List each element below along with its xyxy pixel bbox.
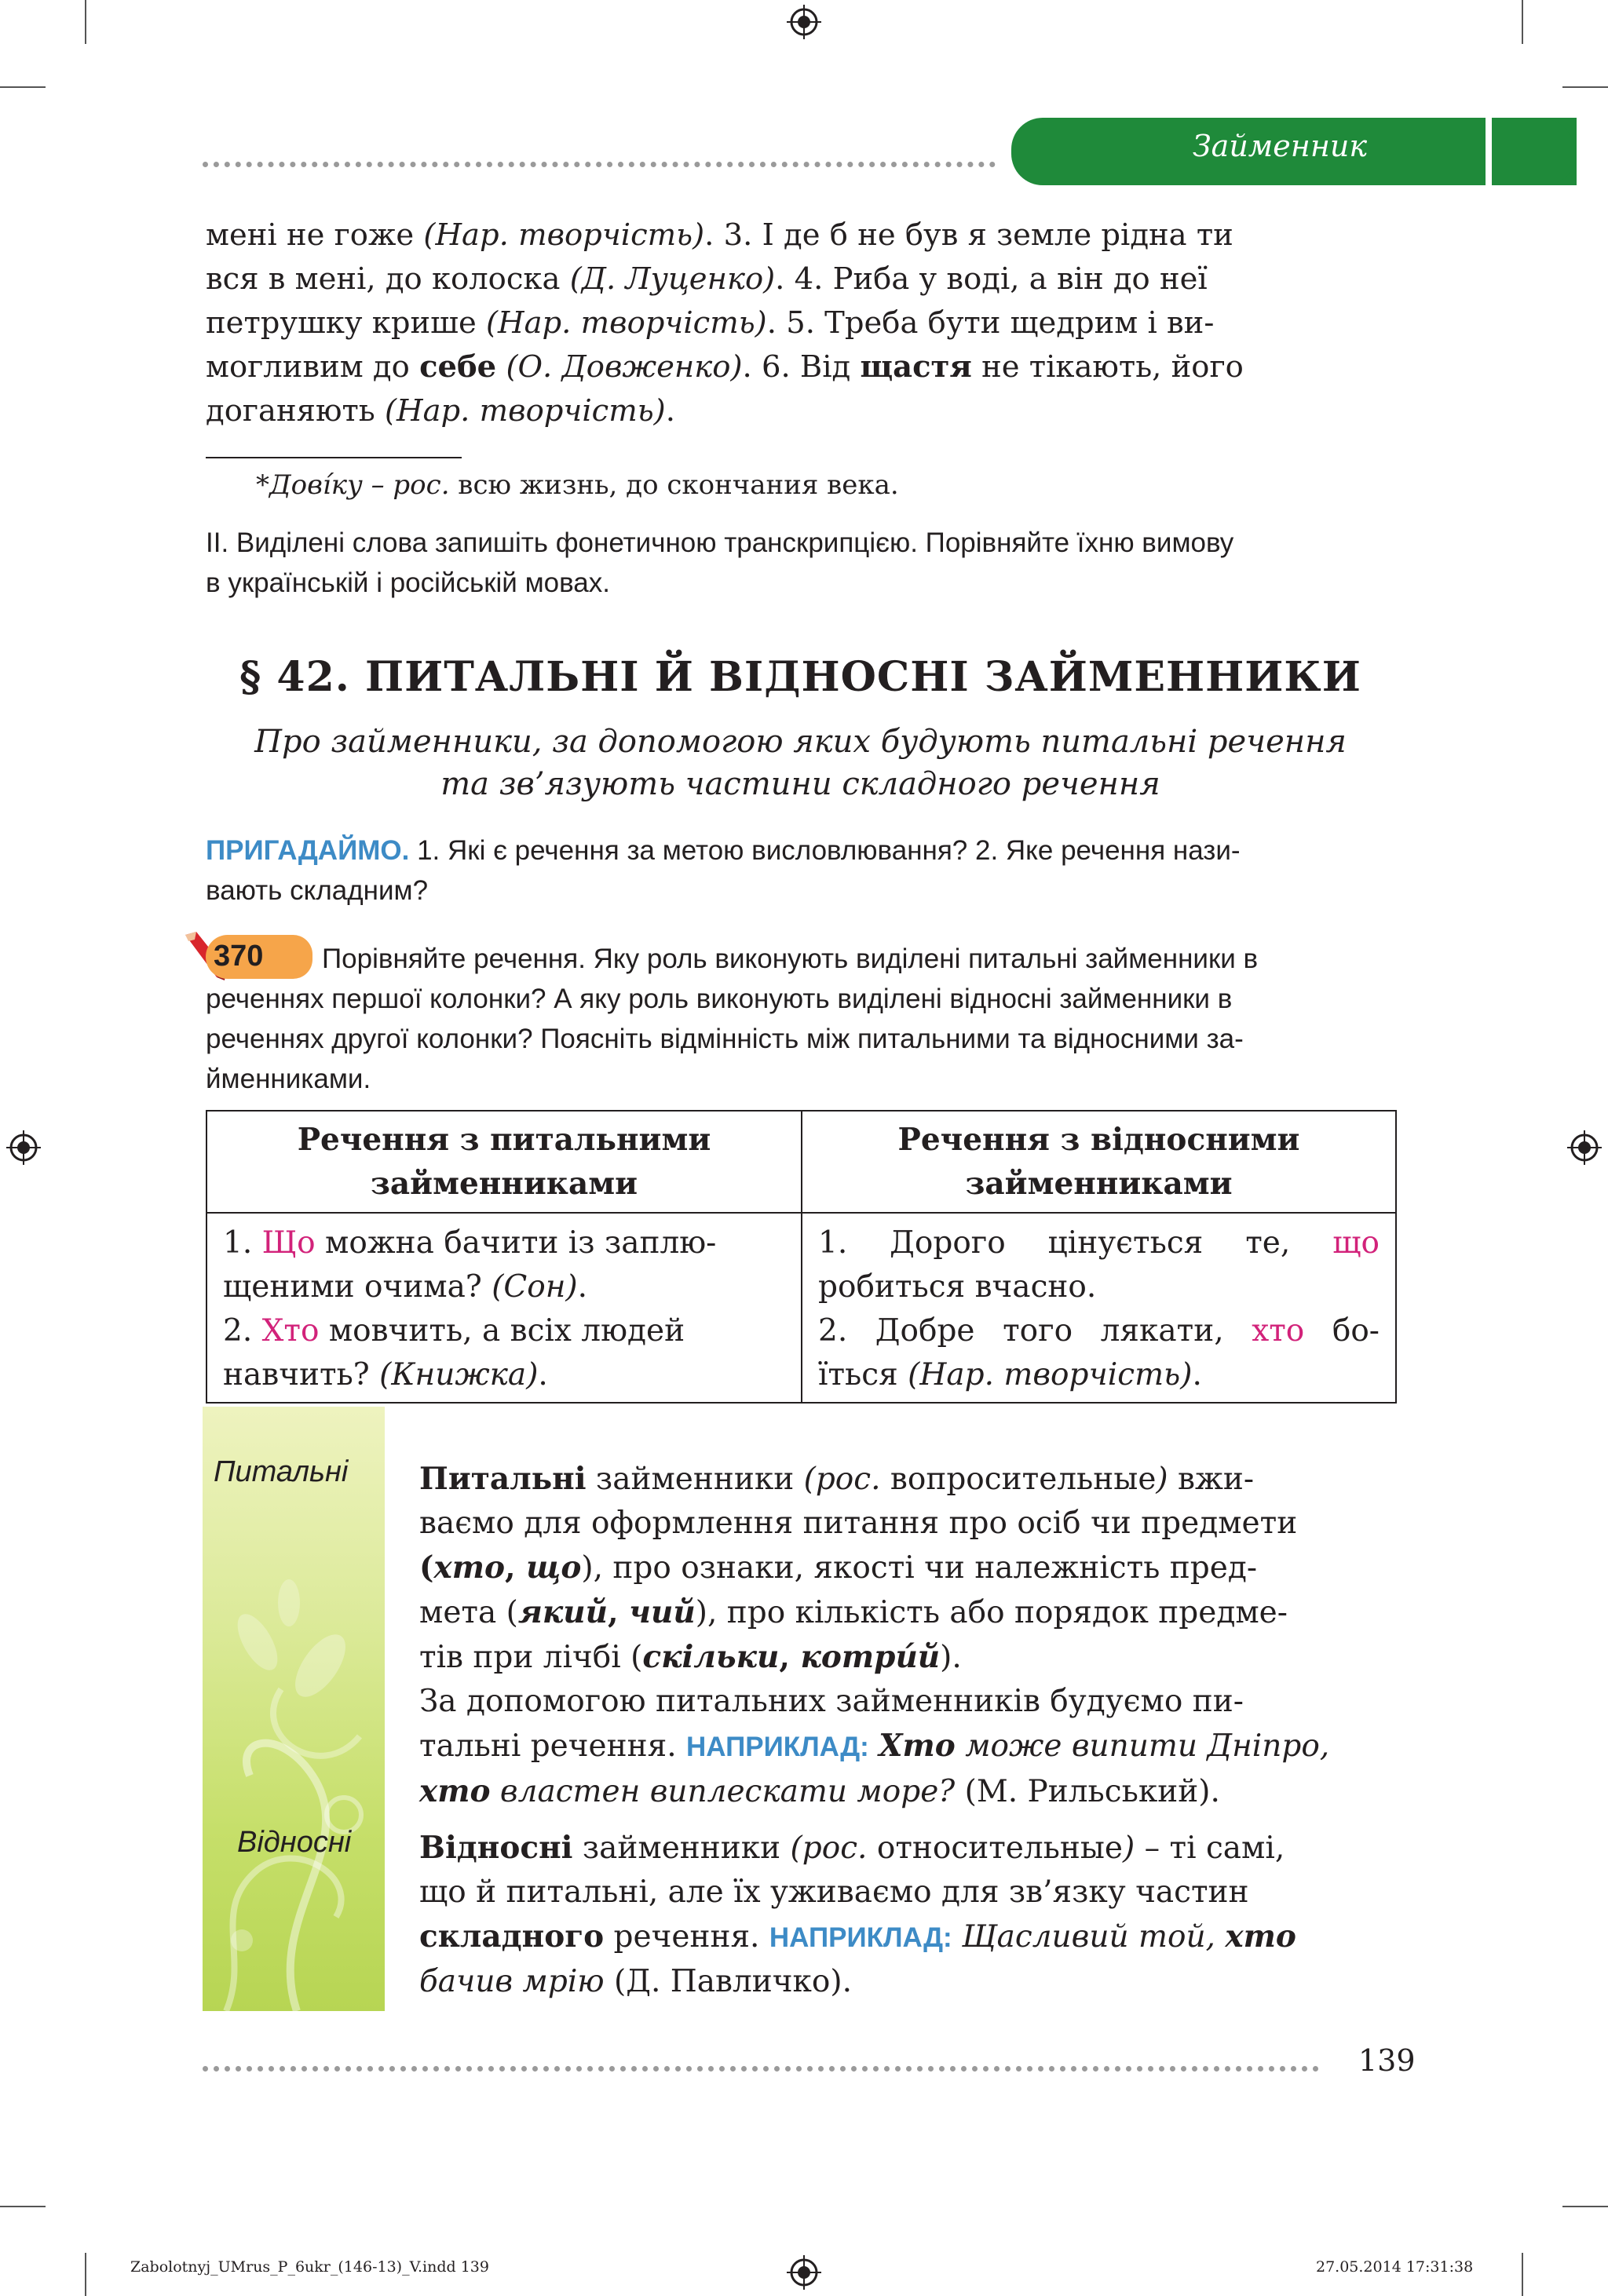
chapter-tab-divider xyxy=(1486,118,1492,185)
print-slug-date: 27.05.2014 17:31:38 xyxy=(1316,2258,1474,2276)
section-title: § 42. ПИТАЛЬНІ Й ВІДНОСНІ ЗАЙМЕННИКИ xyxy=(239,653,1361,701)
recall-label: ПРИГАДАЙМО. xyxy=(206,835,410,866)
example-label: НАПРИКЛАД: xyxy=(769,1922,952,1953)
crop-mark xyxy=(1562,86,1608,88)
footnote-rule xyxy=(206,457,462,458)
text-line: мені не гоже (Нар. творчість). 3. І де б не був я земле рідна ти xyxy=(206,217,1233,253)
text-line: мета (який, чий), про кількість або порядок предме- xyxy=(419,1594,1288,1630)
text-line: реченнях першої колонки? А яку роль виконують виділені відносні займенники в xyxy=(206,984,1233,1014)
side-label-interrogative: Питальні xyxy=(214,1455,349,1488)
text-line: хто властен виплескати море? (М. Рильський). xyxy=(419,1773,1220,1809)
ornament-icon xyxy=(203,1407,385,2011)
header-dotted-rule xyxy=(203,162,996,167)
crop-mark xyxy=(0,86,46,88)
registration-mark-icon xyxy=(1567,1130,1602,1165)
text-line: (хто, що), про ознаки, якості чи належність пред- xyxy=(419,1550,1258,1586)
text-line: вся в мені, до колоска (Д. Луценко). 4. Риба у воді, а він до неї xyxy=(206,261,1208,297)
highlighted-pronoun: Що xyxy=(261,1225,316,1261)
example-label: НАПРИКЛАД: xyxy=(686,1732,869,1762)
crop-mark xyxy=(1522,2253,1523,2296)
text-line: що й питальні, але їх уживаємо для зв’язку частин xyxy=(419,1874,1249,1910)
text-line: доганяють (Нар. творчість). xyxy=(206,393,675,429)
text-line: ваємо для оформлення питання про осіб чи предмети xyxy=(419,1506,1298,1541)
table-row xyxy=(206,1213,1396,1403)
table-header-row xyxy=(206,1111,1396,1213)
highlighted-pronoun: Хто xyxy=(261,1313,320,1349)
text-line: Питальні займенники (рос. вопросительные) вжи- xyxy=(419,1461,1255,1497)
text-line: могливим до себе (О. Довженко). 6. Від щастя не тікають, його xyxy=(206,349,1244,385)
text-line: За допомогою питальних займенників будуємо пи- xyxy=(419,1684,1244,1719)
side-label-relative: Відносні xyxy=(237,1826,352,1859)
theory-interrogative xyxy=(419,1457,1395,1814)
text-line: бачив мрію (Д. Павличко). xyxy=(419,1964,852,1999)
footnote-text: всю жизнь, до скончания века. xyxy=(449,469,899,501)
chapter-title: Займенник xyxy=(1192,129,1368,163)
highlighted-pronoun: що xyxy=(1332,1225,1380,1261)
footnote-term: *Довíку – рос. xyxy=(256,469,450,501)
highlighted-pronoun: хто xyxy=(1252,1313,1305,1349)
text-line: тів при лічбі (скільки, котрúй). xyxy=(419,1639,962,1675)
text-line: тальні речення. НАПРИКЛАД: Хто може випити Дніпро, xyxy=(419,1728,1330,1764)
table-cell-interrogative: 1. Що можна бачити із заплю- щеними очима? (Сон). 2. Хто мовчить, а всіх людей навчить? (Книжка). xyxy=(206,1213,802,1403)
text-line: петрушку крише (Нар. творчість). 5. Треба бути щедрим і ви- xyxy=(206,305,1215,341)
text-line: складного речення. НАПРИКЛАД: Щасливий той, хто xyxy=(419,1918,1296,1955)
chapter-tab-tail xyxy=(1488,118,1576,185)
registration-mark-icon xyxy=(6,1130,41,1165)
crop-mark xyxy=(0,2206,46,2207)
crop-mark xyxy=(1562,2206,1608,2207)
footnote xyxy=(256,466,899,504)
text-line: реченнях другої колонки? Поясніть відмінність між питальними та відносними за- xyxy=(206,1024,1244,1054)
registration-mark-icon xyxy=(787,5,821,39)
text-line: Порівняйте речення. Яку роль виконують виділені питальні займенники в xyxy=(322,944,1259,974)
table-header-interrogative: Речення з питальними займенниками xyxy=(206,1111,802,1213)
crop-mark xyxy=(1522,0,1523,44)
theory-side-panel xyxy=(203,1407,385,2011)
crop-mark xyxy=(85,2253,86,2296)
text-line: ПРИГАДАЙМО. 1. Які є речення за метою висловлювання? 2. Яке речення нази- xyxy=(206,835,1241,866)
task-2 xyxy=(206,523,1395,603)
print-slug-file: Zabolotnyj_UMrus_P_6ukr_(146-13)_V.indd 139 xyxy=(130,2258,489,2276)
footer-dotted-rule xyxy=(203,2066,1319,2072)
text-line: в українській і російській мовах. xyxy=(206,568,610,598)
subtitle-line: Про займенники, за допомогою яких будують питальні речення xyxy=(254,724,1347,760)
text-line: вають складним? xyxy=(206,875,429,906)
text-line: Відносні займенники (рос. относительные) – ті самі, xyxy=(419,1830,1285,1866)
subtitle-line: та зв’язують частини складного речення xyxy=(440,766,1160,802)
exercise-text xyxy=(206,939,1395,1099)
page-number: 139 xyxy=(1358,2043,1416,2078)
theory-relative xyxy=(419,1826,1395,2004)
text-line: йменниками. xyxy=(206,1064,371,1094)
text-line: ІІ. Виділені слова запишіть фонетичною транскрипцією. Порівняйте їхню вимову xyxy=(206,527,1234,558)
section-subtitle xyxy=(206,721,1395,805)
table-cell-relative: 1. Дорого цінується те, що робиться вчасно. 2. Добре того лякати, хто бо- їться (Нар. творчість). xyxy=(802,1213,1396,1403)
crop-mark xyxy=(85,0,86,44)
exercise-number: 370 xyxy=(214,940,264,973)
registration-mark-icon xyxy=(787,2255,821,2290)
continuation-text xyxy=(206,214,1395,433)
recall-block xyxy=(206,830,1395,911)
pronoun-table xyxy=(206,1110,1397,1404)
table-header-relative: Речення з відносними займенниками xyxy=(802,1111,1396,1213)
